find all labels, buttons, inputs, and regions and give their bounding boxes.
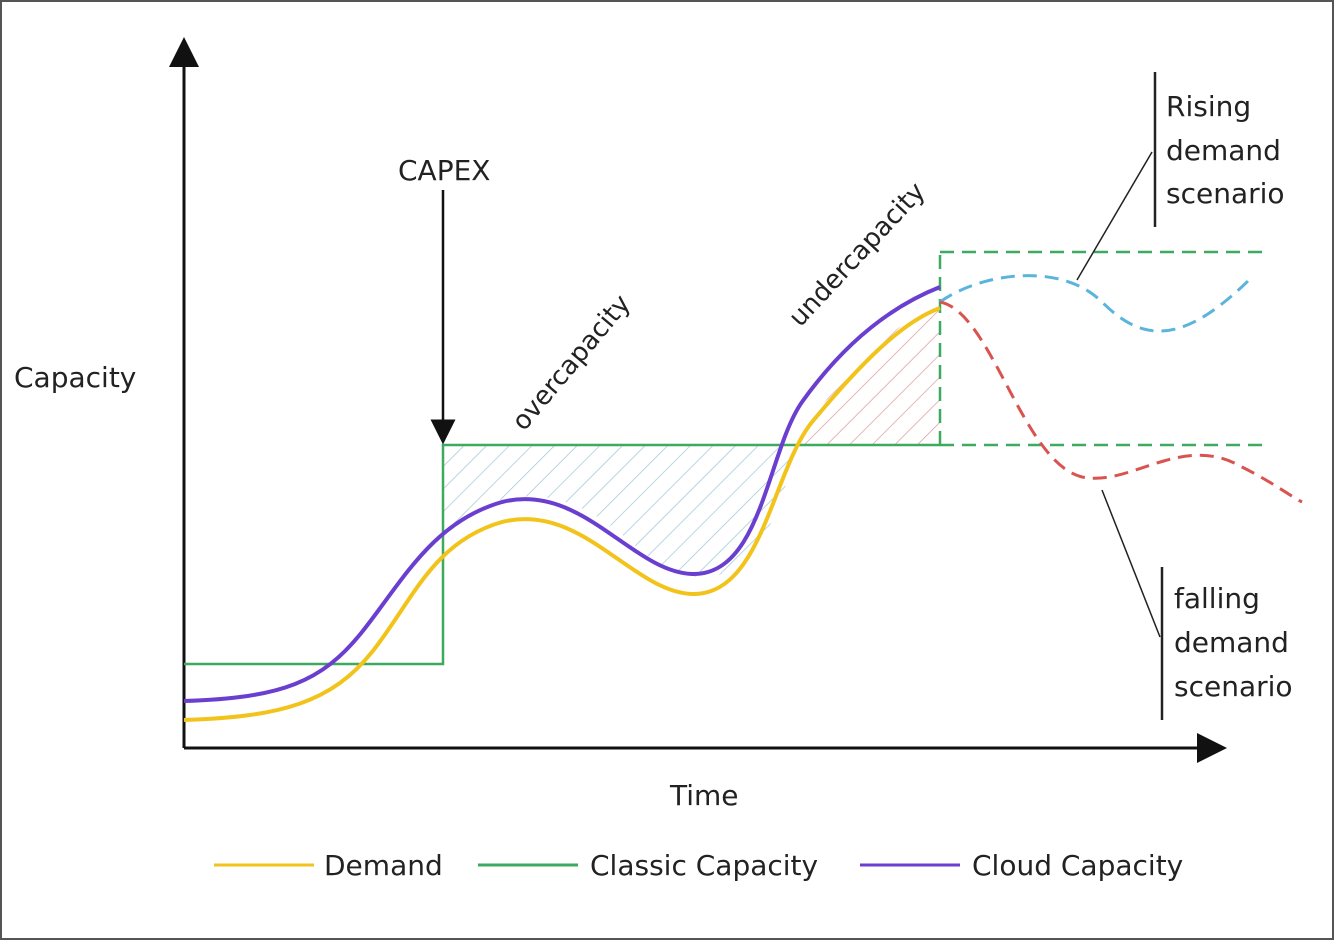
undercapacity-label: undercapacity [783, 176, 932, 333]
undercapacity-hatch [797, 302, 940, 445]
overcapacity-hatch [442, 445, 797, 577]
x-axis-label: Time [670, 779, 739, 812]
rising-leader [1077, 152, 1152, 280]
y-axis-label: Capacity [14, 361, 137, 394]
rising-label-line1: Rising [1166, 90, 1252, 123]
rising-label-line3: scenario [1166, 177, 1285, 210]
capex-label: CAPEX [398, 154, 491, 187]
rising-demand-dashed-curve [940, 276, 1252, 331]
legend-classic-label: Classic Capacity [590, 849, 819, 882]
falling-label-line3: scenario [1174, 670, 1293, 703]
capacity-diagram [2, 2, 1334, 942]
legend-cloud-label: Cloud Capacity [972, 849, 1184, 882]
overcapacity-label: overcapacity [506, 289, 637, 437]
falling-leader [1102, 490, 1160, 637]
falling-label-line1: falling [1174, 582, 1260, 615]
legend-demand-label: Demand [324, 849, 443, 882]
falling-demand-dashed-curve [940, 302, 1302, 502]
legend [214, 849, 1183, 882]
rising-label-line2: demand [1166, 134, 1281, 167]
falling-label-line2: demand [1174, 626, 1289, 659]
